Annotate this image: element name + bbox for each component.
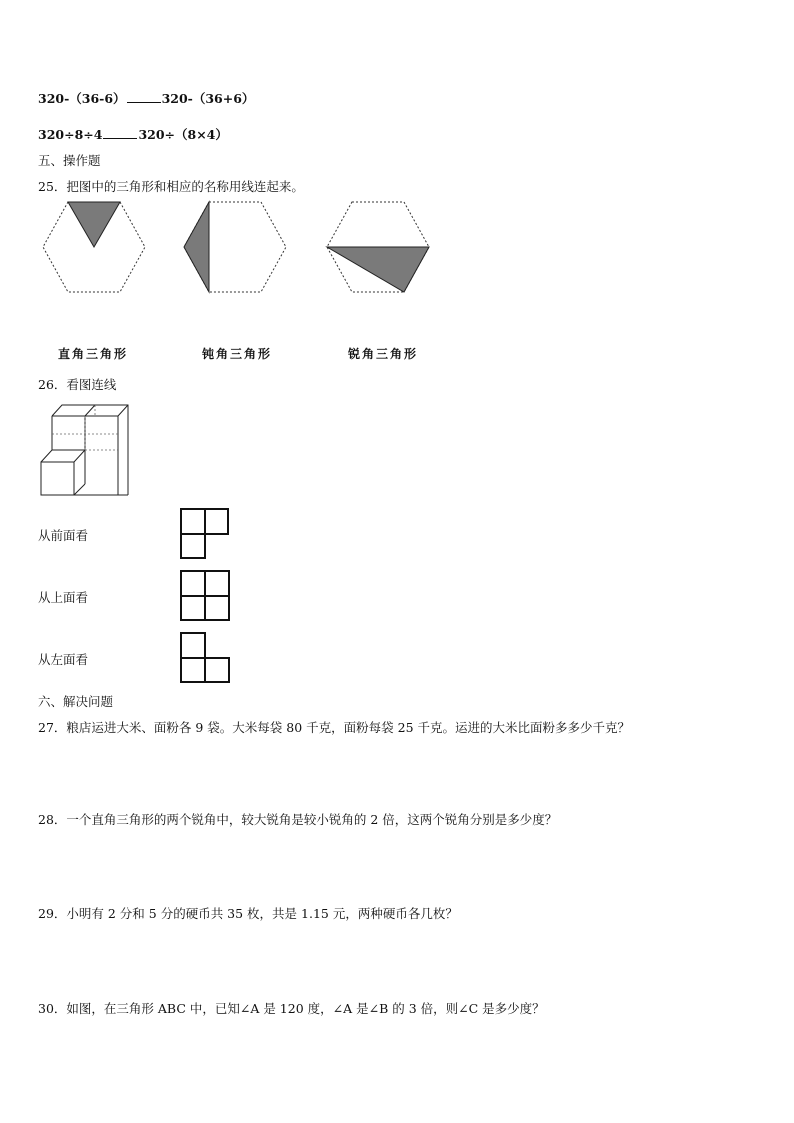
compare-2-left: 320÷8÷4 xyxy=(38,127,103,142)
compare-2-right: 320÷（8×4） xyxy=(138,127,228,142)
view-label-top[interactable]: 从上面看 xyxy=(38,590,89,605)
cube-stack-figure xyxy=(40,404,132,496)
label-right-triangle[interactable]: 直角三角形 xyxy=(58,347,129,361)
label-obtuse-triangle[interactable]: 钝角三角形 xyxy=(202,347,273,361)
question-30: 30．如图，在三角形 ABC 中，已知∠A 是 120 度，∠A 是∠B 的 3 倍，则∠C 是多少度？ xyxy=(38,1001,545,1016)
shaded-triangle-3 xyxy=(327,247,429,292)
section-6-heading: 六、解决问题 xyxy=(38,694,114,709)
hexagon-figure-2 xyxy=(183,201,287,293)
left-view-grid[interactable] xyxy=(180,632,232,684)
answer-blank-2[interactable] xyxy=(103,126,137,139)
section-5-heading: 五、操作题 xyxy=(38,153,101,168)
compare-line-1 xyxy=(38,89,254,107)
question-25: 25．把图中的三角形和相应的名称用线连起来。 xyxy=(38,179,304,194)
compare-line-2 xyxy=(38,125,228,143)
question-27: 27．粮店运进大米、面粉各 9 袋。大米每袋 80 千克，面粉每袋 25 千克。运进的大米比面粉多多少千克？ xyxy=(38,720,631,735)
answer-blank-1[interactable] xyxy=(127,90,161,103)
view-label-front[interactable]: 从前面看 xyxy=(38,528,89,543)
question-28: 28．一个直角三角形的两个锐角中，较大锐角是较小锐角的 2 倍，这两个锐角分别是多少度？ xyxy=(38,812,558,827)
view-label-left[interactable]: 从左面看 xyxy=(38,652,89,667)
hexagon-figure-1 xyxy=(42,201,146,293)
front-view-grid[interactable] xyxy=(180,508,230,560)
compare-1-left: 320-（36-6） xyxy=(38,91,126,106)
question-29: 29．小明有 2 分和 5 分的硬币共 35 枚，共是 1.15 元，两种硬币各几枚？ xyxy=(38,906,458,921)
top-view-grid[interactable] xyxy=(180,570,232,622)
compare-1-right: 320-（36+6） xyxy=(161,91,255,106)
question-26: 26．看图连线 xyxy=(38,377,117,392)
hexagon-figure-3 xyxy=(326,201,430,293)
shaded-triangle-2 xyxy=(184,202,209,292)
shaded-triangle-1 xyxy=(68,202,120,247)
label-acute-triangle[interactable]: 锐角三角形 xyxy=(348,347,419,361)
